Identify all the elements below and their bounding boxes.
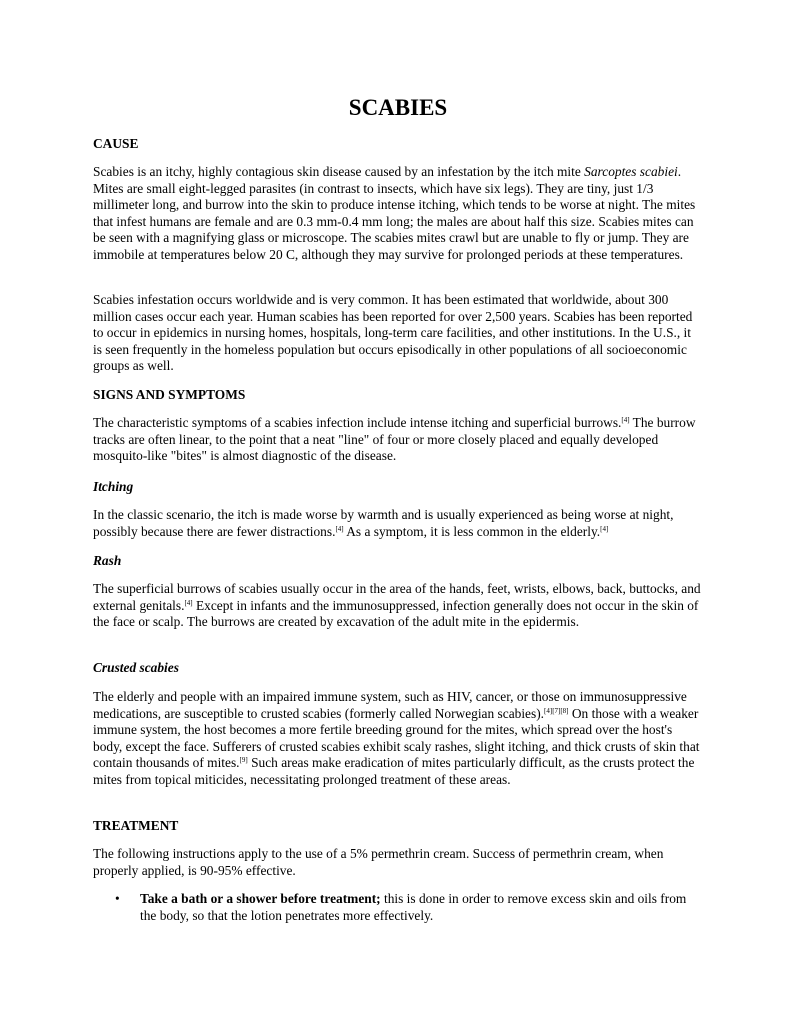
signs-heading: SIGNS AND SYMPTOMS [93,387,246,402]
section-signs [93,387,701,404]
section-rash [93,553,701,570]
treatment-paragraph: The following instructions apply to the use of a 5% permethrin cream. Success of permethrin cream, when properly applied, is 90-95% effective. [93,846,664,878]
crusted-paragraph-block [93,689,701,789]
citation-ref[interactable]: [9] [239,756,248,765]
rash-text-b: Except in infants and the immunosuppressed, infection generally does not occur in the skin of the face or scalp. The burrows are created by excavation of the adult mite in the epidermis. [93,597,699,630]
section-itching [93,479,701,496]
section-cause [93,136,701,153]
citation-ref[interactable]: [4] [621,416,630,424]
cause-paragraph-2-block [93,292,701,375]
signs-text-b: The burrow tracks are often linear, to the point that a neat "line" of four or more closely placed and equally developed mosquito-like "bites" is almost diagnostic of the disease. [93,415,696,464]
rash-paragraph-block [93,581,701,631]
cause-paragraph-1-block [93,164,701,264]
treatment-paragraph-block [93,846,701,879]
cause-paragraph-1 [93,164,701,264]
itching-text-a: In the classic scenario, the itch is made worse by warmth and is usually experienced as being worse at night, possibly because there are fewer distractions. [93,507,674,539]
crusted-heading: Crusted scabies [93,660,179,675]
bullet-icon: • [115,891,120,906]
section-crusted [93,660,701,677]
citation-ref[interactable]: [4][7][8] [544,706,569,715]
treatment-list [93,891,701,924]
page-title: SCABIES [348,95,448,120]
signs-text-a: The characteristic symptoms of a scabies infection include intense itching and superficial burrows. [93,415,622,430]
signs-paragraph-block [93,415,701,465]
cause-p1-text-a: Scabies is an itchy, highly contagious skin disease caused by an infestation by the itch mite [93,164,585,179]
treatment-heading: TREATMENT [93,818,179,833]
crusted-text-c: Such areas make eradication of mites particularly difficult, as the crusts protect the mites from topical miticides, necessitating prolonged treatment of these areas. [93,755,695,787]
section-treatment [93,818,701,835]
cause-paragraph-2: Scabies infestation occurs worldwide and is very common. It has been estimated that worldwide, about 300 million cases occur each year. Human scabies has been reported for over 2,500 years. Scabies has been reported to occur in epidemics in nursing homes, hospitals, long-term care facilities, and other institutions. In the U.S., it is seen frequently in the homeless population but occurs episodically in other populations of all socioeconomic groups as well. [93,292,693,374]
cause-p1-text-b: . Mites are small eight-legged parasites (in contrast to insects, which have six legs). They are tiny, just 1/3 millimeter long, and burrow into the skin to produce intense itching, which tends to be worse at night. The mites that infest humans are female and are 0.3 mm-0.4 mm long; the males are about half this size. Scabies mites can be seen with a magnifying glass or microscope. The scabies mites crawl but are unable to fly or jump. They are immobile at temperatures below 20 C, although they may survive for prolonged periods at these temperatures. [93,164,696,262]
rash-paragraph [93,581,701,631]
crusted-text-b: On those with a weaker immune system, the host becomes a more fertile breeding ground for the mites, which spread over the host's body, except the face. Sufferers of crusted scabies exhibit scaly rashes, slight itching, and thick crusts of skin that contain thousands of mites. [93,705,700,771]
list-item-text: this is done in order to remove excess skin and oils from the body, so that the lotion penetrates more effectively. [140,891,687,923]
itching-heading: Itching [93,479,134,494]
itching-paragraph [93,507,701,540]
species-name: Sarcoptes scabiei [584,164,678,179]
itching-text-b: As a symptom, it is less common in the elderly. [343,523,601,539]
crusted-text-a: The elderly and people with an impaired immune system, such as HIV, cancer, or those on immunosuppressive medications, are susceptible to crusted scabies (formerly called Norwegian scabies). [93,689,687,721]
rash-heading: Rash [93,553,122,568]
treatment-list-block [93,891,701,924]
citation-ref[interactable]: [4] [335,524,344,533]
list-item [93,891,701,924]
list-item-bold: Take a bath or a shower before treatment; [140,891,381,906]
citation-ref[interactable]: [4] [600,524,609,533]
cause-heading: CAUSE [93,136,139,151]
citation-ref[interactable]: [4] [184,598,193,607]
itching-paragraph-block [93,507,701,540]
signs-paragraph [93,415,701,465]
rash-text-a: The superficial burrows of scabies usually occur in the area of the hands, feet, wrists, elbows, back, buttocks, and external genitals. [93,581,701,613]
crusted-paragraph [93,689,701,789]
